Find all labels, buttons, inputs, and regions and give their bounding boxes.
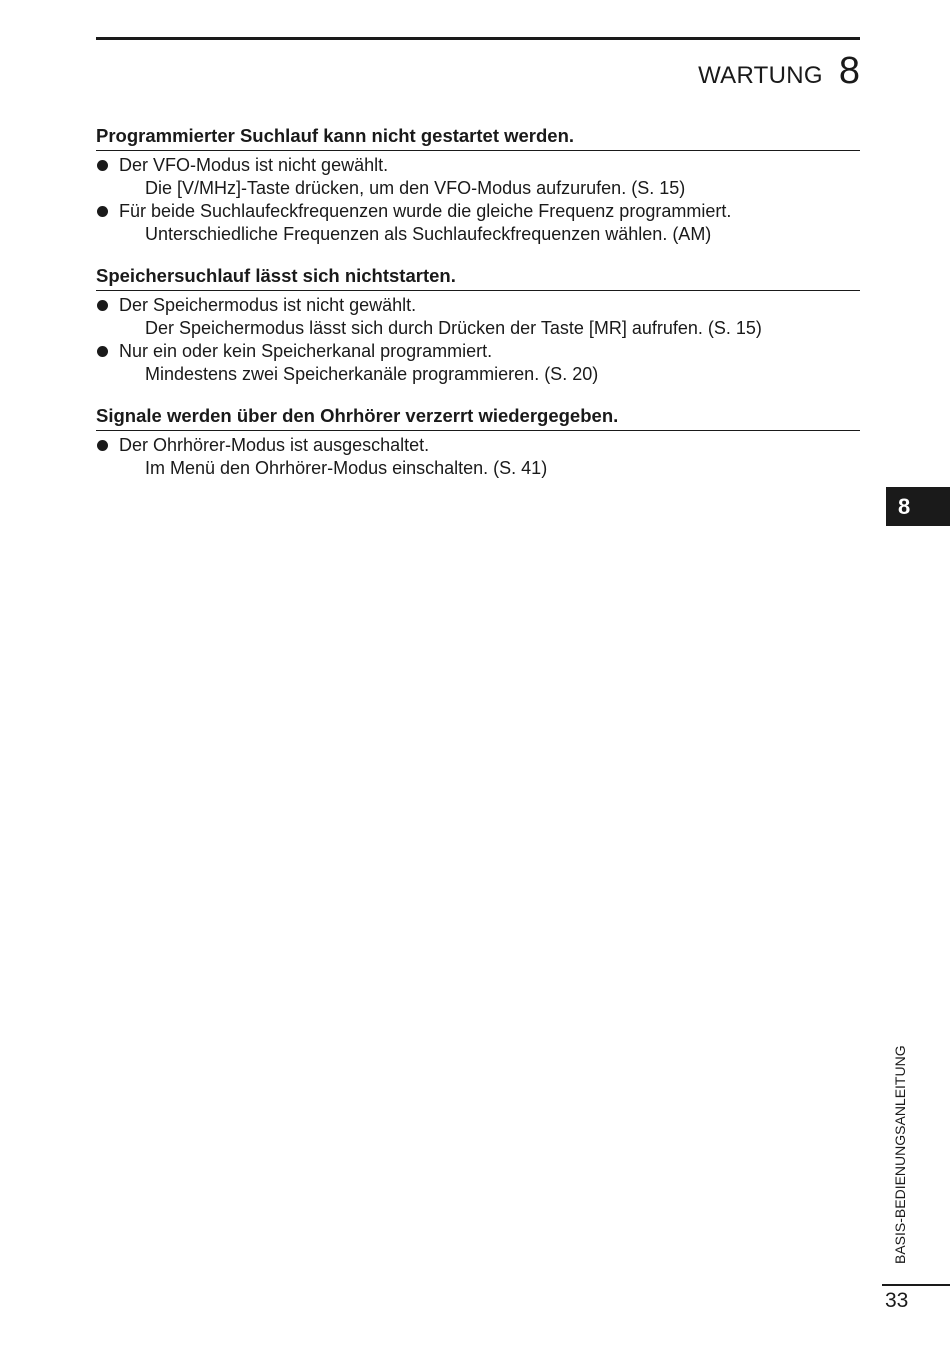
problem-text: Der Ohrhörer-Modus ist ausgeschaltet. [119,435,430,455]
manual-side-label: BASIS-BEDIENUNGSANLEITUNG [892,1045,908,1264]
problem-text: Für beide Suchlaufeckfrequenzen wurde die gleiche Frequenz programmiert. [119,201,732,221]
problem-text: Der Speichermodus ist nicht gewählt. [119,295,417,315]
list-item [96,154,860,200]
section-memory-scan [96,264,860,386]
problem-text: Der VFO-Modus ist nicht gewählt. [119,155,389,175]
chapter-tab: 8 [886,487,950,526]
remedy-text: Im Menü den Ohrhörer-Modus einschalten. (S. 41) [145,458,548,478]
chapter-title: WARTUNG [698,62,823,89]
chapter-header [698,52,860,90]
bullet-icon [97,160,108,171]
chapter-number: 8 [838,50,860,92]
remedy-text: Mindestens zwei Speicherkanäle programmieren. (S. 20) [145,364,599,384]
section-heading: Programmierter Suchlauf kann nicht gestartet werden. [96,124,860,151]
troubleshooting-content [96,124,860,498]
page-number: 33 [885,1289,909,1312]
list-item [96,294,860,340]
list-item [96,340,860,386]
remedy-text: Der Speichermodus lässt sich durch Drücken der Taste [MR] aufrufen. (S. 15) [145,318,762,338]
list-item [96,434,860,480]
section-scan-not-starting [96,124,860,246]
list-item [96,200,860,246]
section-earphone-distortion [96,404,860,480]
footer-rule [882,1284,950,1286]
remedy-text: Die [V/MHz]-Taste drücken, um den VFO-Modus aufzurufen. (S. 15) [145,178,686,198]
bullet-icon [97,206,108,217]
top-rule [96,37,860,40]
section-heading: Speichersuchlauf lässt sich nichtstarten. [96,264,860,291]
problem-text: Nur ein oder kein Speicherkanal programmiert. [119,341,493,361]
bullet-icon [97,440,108,451]
remedy-text: Unterschiedliche Frequenzen als Suchlaufeckfrequenzen wählen. (AM) [145,224,712,244]
bullet-icon [97,346,108,357]
section-heading: Signale werden über den Ohrhörer verzerrt wiedergegeben. [96,404,860,431]
bullet-icon [97,300,108,311]
